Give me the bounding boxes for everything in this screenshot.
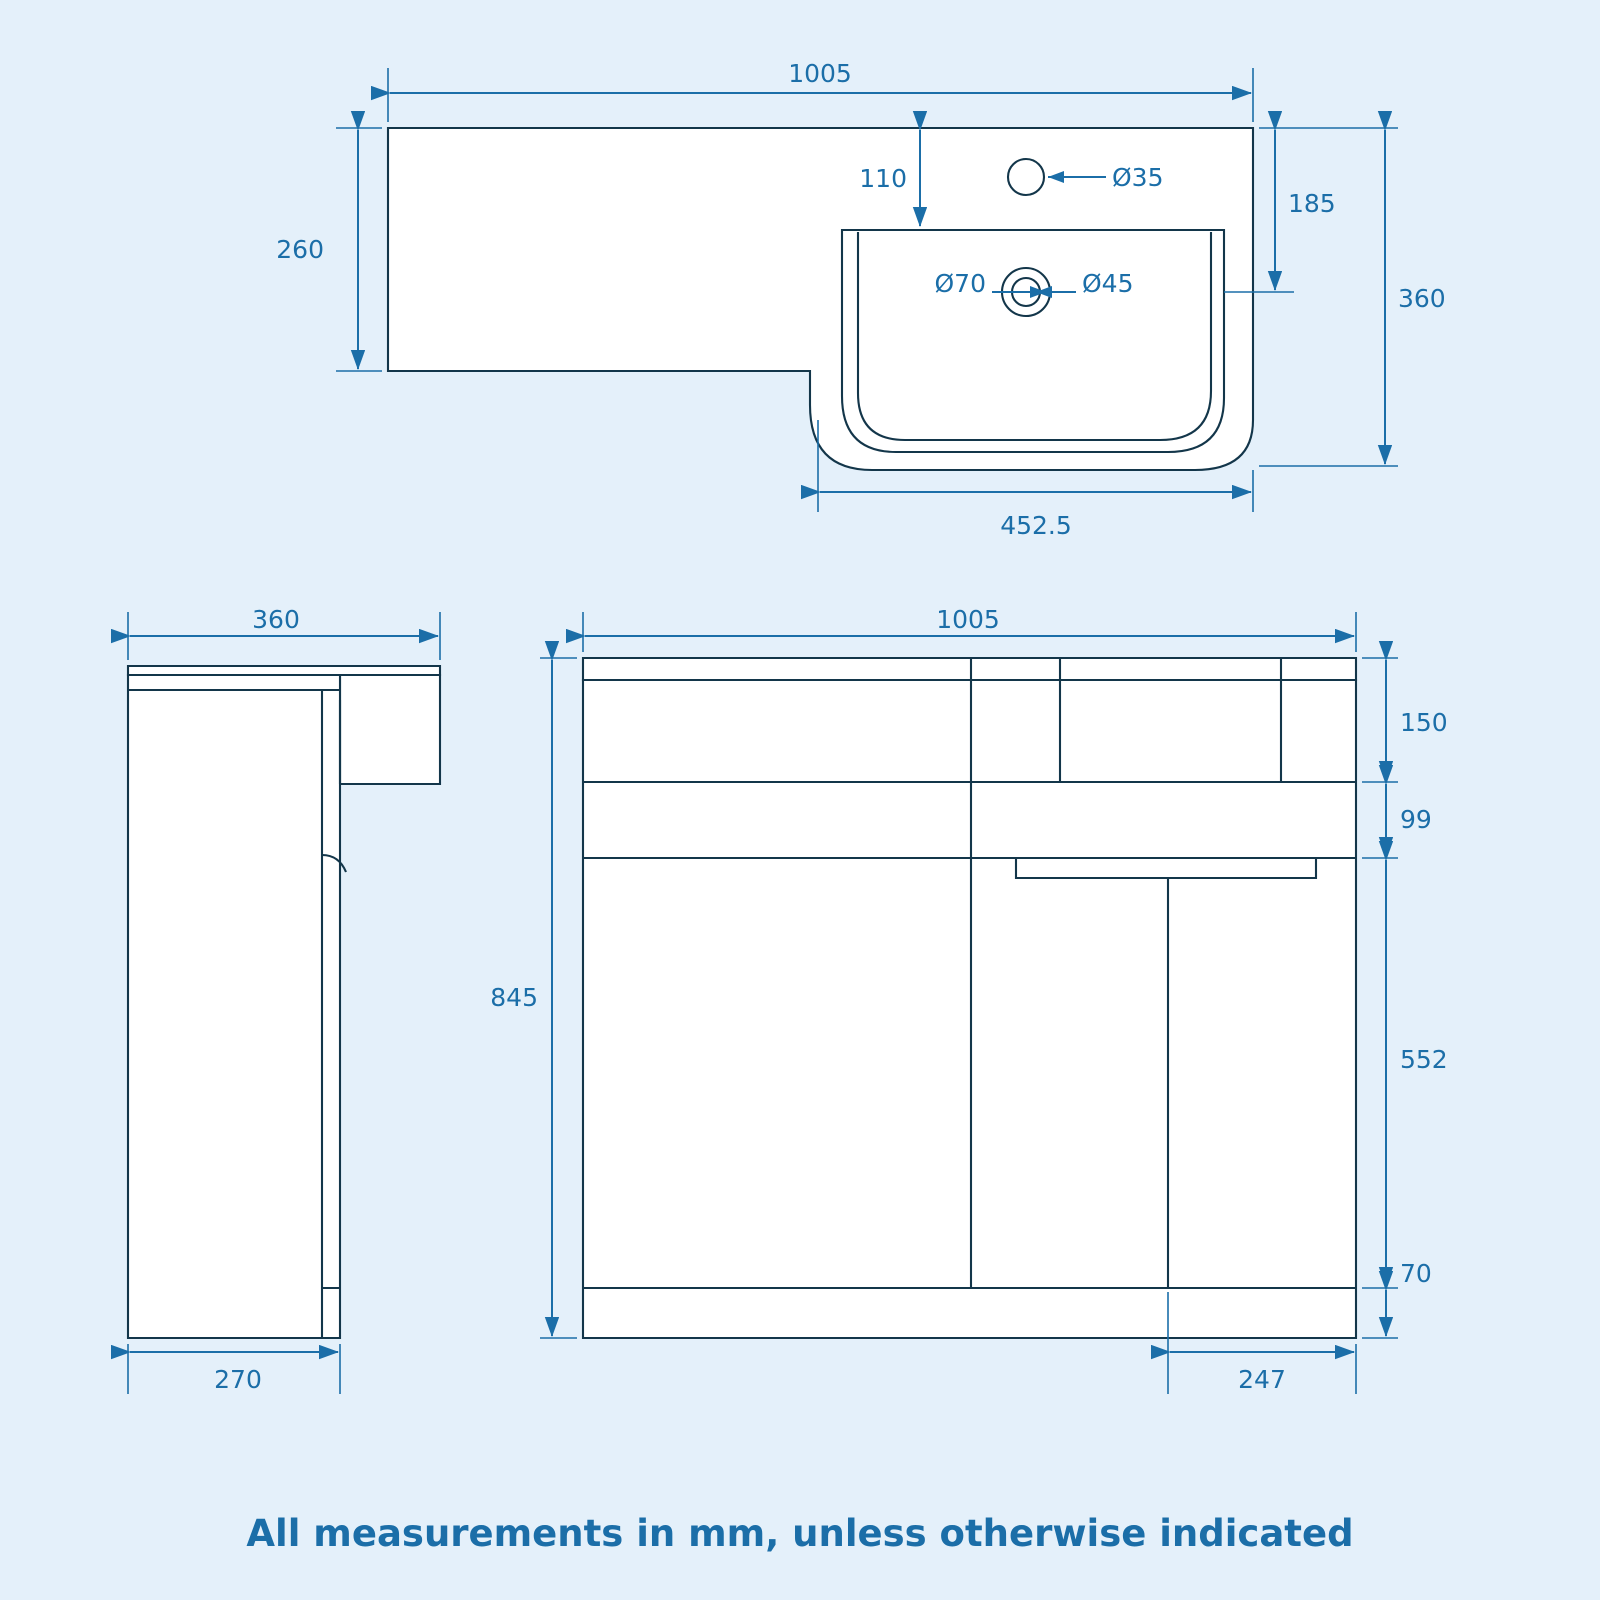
dim-top-depth-left: 260 [276, 235, 324, 264]
dim-top-waste-outer-dia: Ø70 [934, 269, 986, 298]
dim-front-drawer-mid: 99 [1400, 805, 1432, 834]
dim-front-plinth-height: 70 [1400, 1259, 1432, 1288]
dim-front-overall-height: 845 [490, 983, 538, 1012]
dim-top-tap-hole-offset: 110 [859, 164, 907, 193]
dim-side-overall-depth: 360 [252, 605, 300, 634]
dim-top-overall-width: 1005 [788, 59, 852, 88]
dim-front-overall-width: 1005 [936, 605, 1000, 634]
dim-top-basin-width: 452.5 [1000, 511, 1072, 540]
dim-front-drawer-top: 150 [1400, 708, 1448, 737]
dim-side-plinth-depth: 270 [214, 1365, 262, 1394]
dim-top-depth-right: 360 [1398, 284, 1446, 313]
top-view-basin-worktop [276, 59, 1445, 540]
measurement-note: All measurements in mm, unless otherwise indicated [246, 1512, 1354, 1555]
dim-front-door-height: 552 [1400, 1045, 1448, 1074]
dim-front-right-door-width: 247 [1238, 1365, 1286, 1394]
dim-top-tap-hole-dia: Ø35 [1112, 163, 1164, 192]
dim-top-waste-inner-dia: Ø45 [1082, 269, 1134, 298]
dim-top-basin-front-offset: 185 [1288, 189, 1336, 218]
front-view-unit [490, 605, 1447, 1394]
side-view-unit [128, 605, 440, 1394]
